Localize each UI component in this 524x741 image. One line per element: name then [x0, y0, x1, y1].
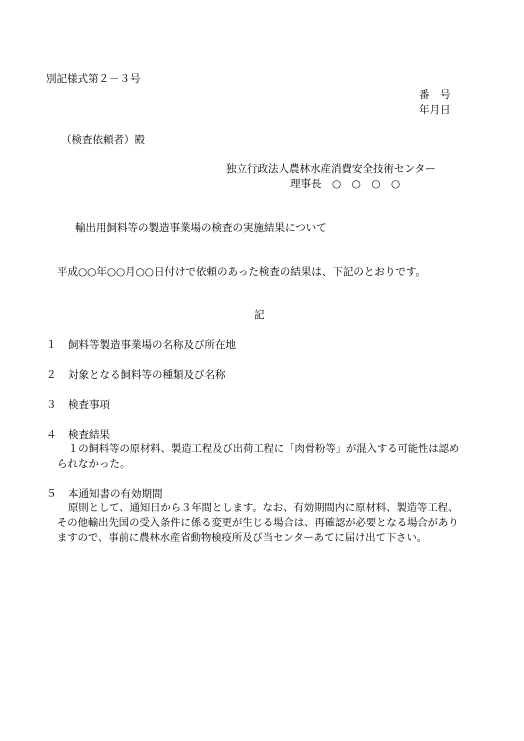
- item-body-line: ますので、事前に農林水産省動物検疫所及び当センターあてに届け出て下さい。: [57, 532, 428, 544]
- item-number: ２: [46, 369, 57, 381]
- item-title: 飼料等製造事業場の名称及び所在地: [68, 339, 236, 351]
- item-number: １: [46, 339, 57, 351]
- item-number: ４: [46, 429, 57, 441]
- ki-heading: 記: [254, 309, 265, 321]
- sender-title: 理事長 ○ ○ ○ ○: [290, 178, 401, 190]
- item-body-line: その他輸出先国の受入条件に係る変更が生じる場合は、再確認が必要となる場合があり: [57, 517, 459, 529]
- item-title: 対象となる飼料等の種類及び名称: [68, 369, 226, 381]
- item-title: 本通知書の有効期間: [68, 488, 163, 500]
- form-number: 別記様式第２－３号: [46, 73, 141, 85]
- item-title: 検査事項: [68, 399, 110, 411]
- addressee: （検査依頼者）殿: [61, 134, 145, 146]
- subject: 輸出用飼料等の製造事業場の検査の実施結果について: [75, 222, 327, 234]
- item-body-line: １の飼料等の原材料、製造工程及び出荷工程に「肉骨粉等」が混入する可能性は認め: [68, 443, 460, 455]
- sender-organization: 独立行政法人農林水産消費安全技術センター: [226, 163, 436, 175]
- item-body-line: 原則として、通知日から３年間とします。なお、有効期間内に原材料、製造等工程、: [68, 502, 459, 514]
- date-label: 年月日: [419, 104, 451, 116]
- item-body-line: られなかった。: [57, 458, 131, 470]
- number-label: 番 号: [419, 89, 451, 101]
- intro-text: 平成○○年○○月○○日付けで依頼のあった検査の結果は、下記のとおりです。: [57, 266, 427, 278]
- item-number: ３: [46, 399, 57, 411]
- item-title: 検査結果: [68, 429, 110, 441]
- item-number: ５: [46, 488, 57, 500]
